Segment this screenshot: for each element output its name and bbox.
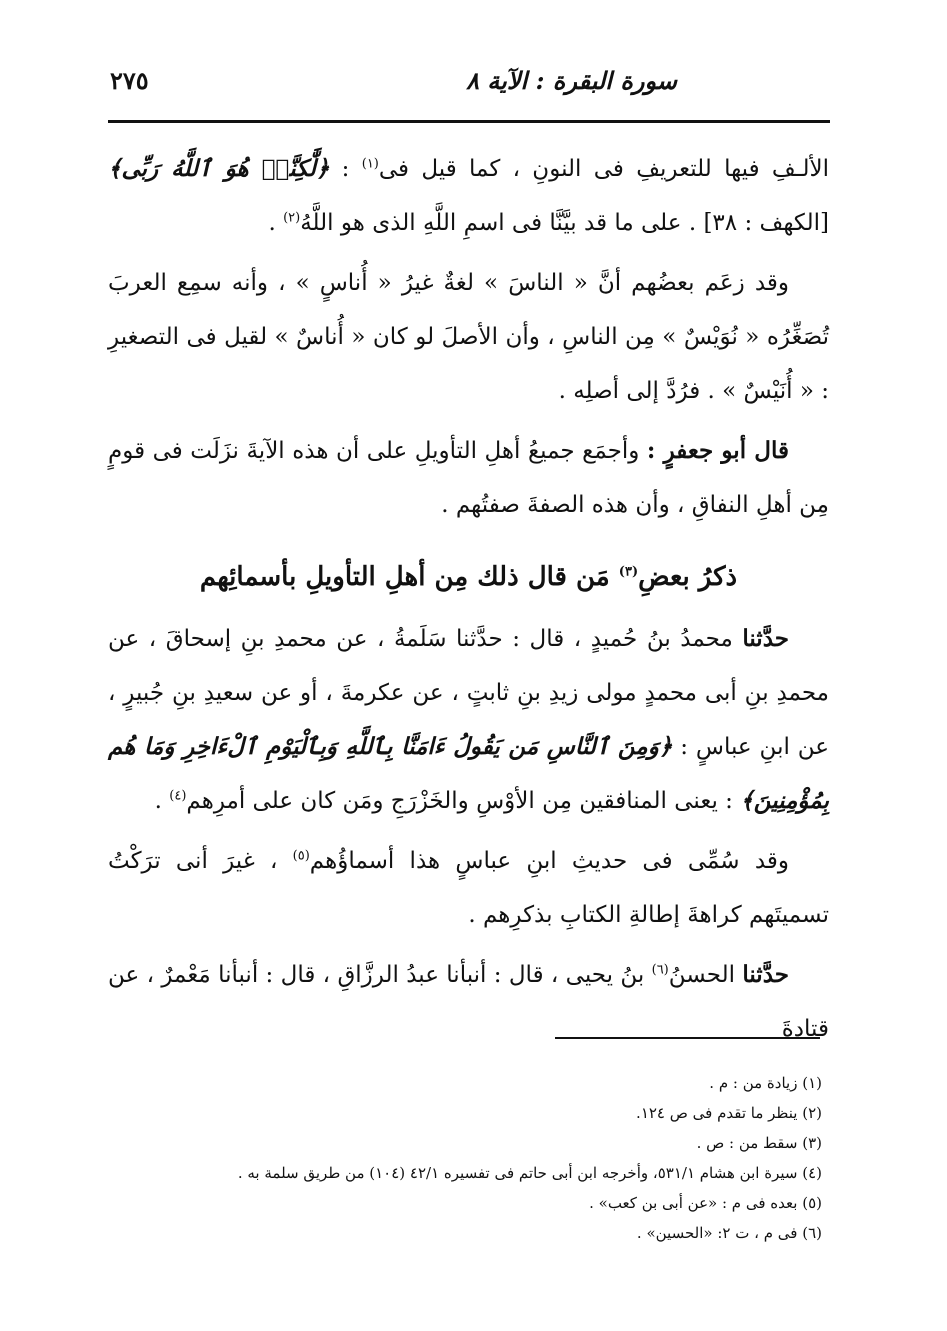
paragraph-4 [108, 612, 829, 828]
paragraph-6-text-b: بنُ يحيى ، قال : أنبأنا عبدُ الرزَّاقِ ، قال : أنبأنا مَعْمرٌ ، عن قتادةَ [108, 962, 829, 1042]
paragraph-3-lead: قال أبو جعفرٍ : [646, 437, 789, 464]
paragraph-4-text-a: محمدُ بنُ حُميدٍ ، قال : حدَّثنا سَلَمةُ ، عن محمدِ بنِ إسحاقَ ، عن محمدِ بنِ أبى محمدٍ مولى زيدِ بنِ ثابتٍ ، عن عكرمةَ ، أو عن سعيدِ بنِ جُبيرٍ ، عن ابنِ عباسٍ : [108, 626, 829, 760]
paragraph-2: وقد زعَم بعضُهم أنَّ « الناسَ » لغةٌ غيرُ « أُناسٍ » ، وأنه سمِع العربَ تُصَغِّرُه « نُوَيْسٌ » مِن الناسِ ، وأن الأصلَ لو كان « أُناسٌ » لقيل فى التصغيرِ : « أُنَيْسٌ » . فرُدَّ إلى أصلِه . [108, 270, 829, 404]
footnotes [108, 1068, 822, 1248]
paragraph-1-end: . [268, 210, 284, 236]
footnote-5: (٥) بعده فى م : «عن أبى بن كعب» . [589, 1194, 822, 1212]
footnote-6: (٦) فى م ، ت ٢: «الحسين» . [636, 1224, 822, 1242]
section-heading-a: ذكرُ بعضِ [638, 562, 738, 592]
paragraph-5 [108, 834, 829, 942]
footnote-ref-6: (٦) [651, 962, 669, 978]
footnote-separator [555, 1037, 820, 1039]
paragraph-5-text-a: وقد سُمِّى فى حديثِ ابنِ عباسٍ هذا أسماؤُهم [309, 848, 790, 874]
footnote-ref-5: (٥) [292, 848, 310, 864]
header-rule [108, 120, 830, 123]
paragraph-4-text-b: : يعنى المنافقين مِن الأوْسِ والخَزْرَجِ ومَن كان على أمرِهم [186, 788, 741, 814]
footnote-2: (٢) ينظر ما تقدم فى ص ١٢٤. [636, 1104, 822, 1122]
footnote-ref-2: (٢) [283, 210, 301, 226]
paragraph-4-end: . [154, 788, 170, 814]
paragraph-6-lead: حدَّثنا [742, 961, 789, 988]
paragraph-1-text-b: [الكهف : ٣٨] . على ما قد بيَّنَّا فى اسمِ اللَّهِ الذى هو اللَّهُ [300, 210, 829, 236]
section-heading [108, 550, 829, 604]
paragraph-4-lead: حدَّثنا [742, 625, 789, 652]
main-text [108, 142, 829, 1062]
paragraph-5-text-b: ، غيرَ أنى ترَكْتُ تسميتَهم كراهةَ إطالةِ الكتابِ بذكرِهم . [108, 848, 829, 928]
footnote-3: (٣) سقط من : ص . [696, 1134, 822, 1152]
paragraph-3-text: وأجمَع جميعُ أهلِ التأويلِ على أن هذه الآيةَ نزَلَت فى قومٍ مِن أهلِ النفاقِ ، وأن هذه الصفةَ صفتُهم . [108, 438, 829, 518]
paragraph-6 [108, 948, 829, 1056]
quran-verse-2: ﴿وَمِنَ ٱلنَّاسِ مَن يَقُولُ ءَامَنَّا بِٱللَّهِ وَبِٱلْيَوْمِ ٱلْءَاخِرِ وَمَا هُم بِمُؤْمِنِينَ﴾ [108, 733, 829, 814]
running-head: سورة البقرة : الآية ٨ [466, 66, 677, 95]
page-number: ٢٧٥ [110, 66, 149, 95]
paragraph-3 [108, 424, 829, 532]
footnote-ref-3: (٣) [618, 564, 639, 580]
quran-verse-1: ﴿لَّٰكِنَّا۠ هُوَ ٱللَّهُ رَبِّى﴾ [108, 155, 330, 182]
paragraph-6-text-a: الحسنُ [668, 962, 743, 988]
paragraph-1-text-a: الألـفِ فيها للتعريفِ فى النونِ ، كما قيل فى [378, 156, 829, 182]
footnote-1: (١) زيادة من : م . [709, 1074, 822, 1092]
footnote-ref-4: (٤) [169, 788, 187, 804]
section-heading-b: مَن قال ذلك مِن أهلِ التأويلِ بأسمائِهم [199, 562, 619, 592]
footnote-4: (٤) سيرة ابن هشام ٥٣١/١، وأخرجه ابن أبى حاتم فى تفسيره ٤٢/١ (١٠٤) من طريق سلمة به . [237, 1164, 822, 1182]
paragraph-1-colon: : [329, 156, 362, 182]
paragraph-1 [108, 142, 829, 250]
footnote-ref-1: (١) [361, 156, 379, 172]
page-header [110, 66, 827, 106]
